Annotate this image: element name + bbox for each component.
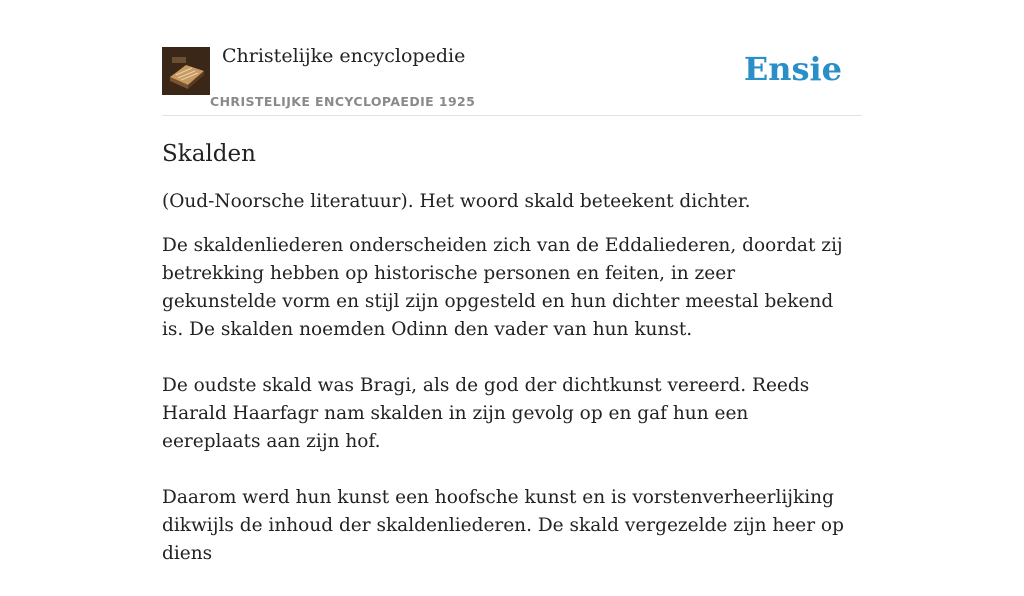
source-title[interactable]: Christelijke encyclopedie <box>222 45 466 67</box>
article-paragraph: Daarom werd hun kunst een hoofsche kunst en is vorstenverheerlijking dikwijls de inhoud der skaldenliederen. De skald vergezelde zijn heer op diens <box>162 487 844 564</box>
brand-logo-link[interactable]: Ensie <box>743 50 842 88</box>
article-title: Skalden <box>162 141 256 167</box>
header <box>162 40 862 116</box>
article-content <box>162 138 852 596</box>
article-lead: (Oud-Noorsche literatuur). Het woord skald beteekent dichter. <box>162 191 751 212</box>
article-paragraph: De skaldenliederen onderscheiden zich van de Eddaliederen, doordat zij betrekking hebben op historische personen en feiten, in zeer gekunstelde vorm en stijl zijn opgesteld en hun dichter meestal bekend is. De skalden noemden Odinn den vader van hun kunst. <box>162 235 843 340</box>
article-paragraph: De oudste skald was Bragi, als de god der dichtkunst vereerd. Reeds Harald Haarfagr nam skalden in zijn gevolg op en gaf hun een eereplaats aan zijn hof. <box>162 375 810 452</box>
source-subtitle: CHRISTELIJKE ENCYCLOPAEDIE 1925 <box>210 94 476 109</box>
book-photo-icon[interactable] <box>162 47 210 95</box>
